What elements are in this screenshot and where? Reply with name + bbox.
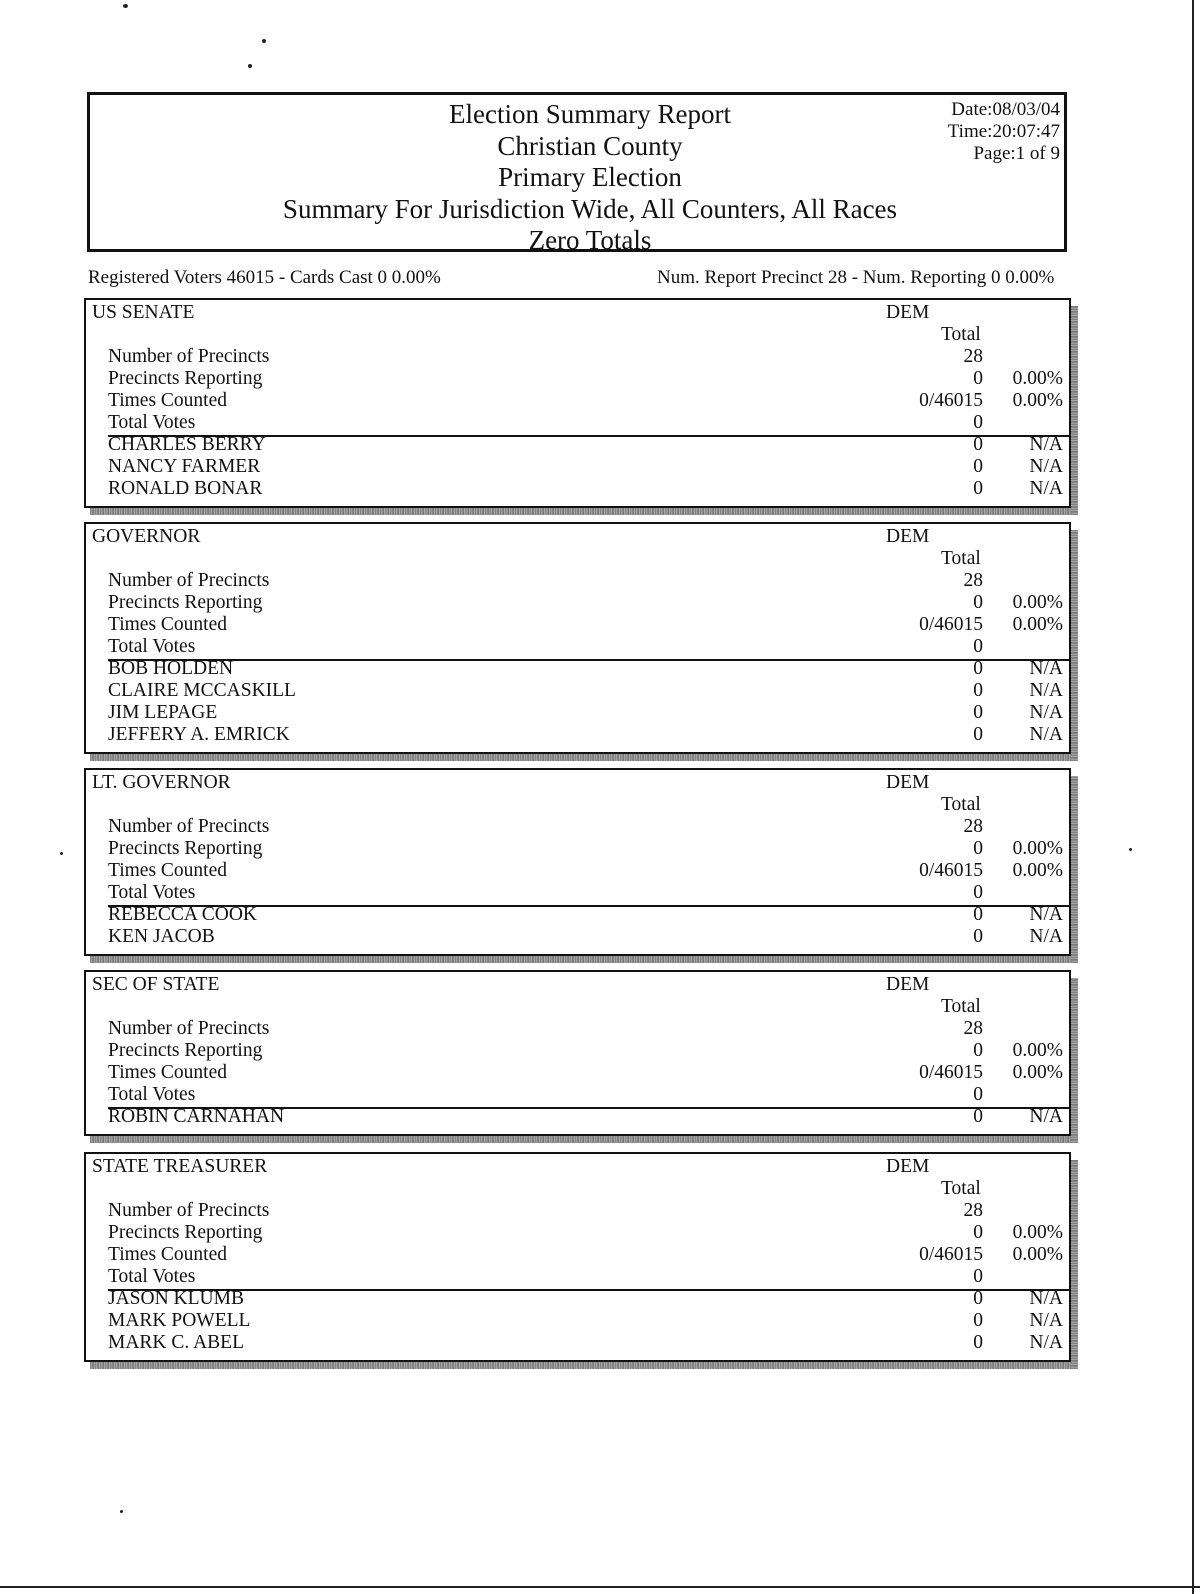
race-box	[84, 768, 1071, 956]
page-number: Page:1 of 9	[973, 143, 1060, 164]
candidate-percent: N/A	[1029, 1106, 1063, 1127]
party-label: DEM	[886, 1156, 930, 1177]
candidate-percent: N/A	[1029, 1332, 1063, 1353]
candidate-percent: N/A	[1029, 456, 1063, 477]
stat-value: 28	[963, 816, 983, 837]
stat-label: Total Votes	[108, 412, 196, 433]
race-title: GOVERNOR	[92, 526, 201, 547]
stat-row	[108, 860, 1063, 882]
total-column-header: Total	[941, 996, 981, 1017]
stat-value: 0	[973, 1040, 983, 1061]
report-meta	[948, 99, 1060, 165]
stat-label: Times Counted	[108, 1244, 228, 1265]
stat-value: 0	[973, 1222, 983, 1243]
stat-label: Total Votes	[108, 882, 196, 903]
stat-percent: 0.00%	[1012, 838, 1063, 859]
stat-label: Times Counted	[108, 614, 228, 635]
candidate-row	[108, 1310, 1063, 1332]
stat-value: 0	[973, 636, 983, 657]
stat-label: Number of Precincts	[108, 1018, 270, 1039]
stat-row	[108, 346, 1063, 368]
stat-row	[108, 412, 1063, 434]
stat-value: 0/46015	[919, 1244, 983, 1265]
stat-row	[108, 882, 1063, 904]
scan-speck	[60, 852, 63, 855]
candidate-row	[108, 456, 1063, 478]
candidate-votes: 0	[973, 702, 983, 723]
stat-row	[108, 570, 1063, 592]
stat-value: 28	[963, 346, 983, 367]
stat-row	[108, 1266, 1063, 1288]
candidate-percent: N/A	[1029, 680, 1063, 701]
registered-voters-summary: Registered Voters 46015 - Cards Cast 0 0.00%	[88, 267, 441, 288]
party-label: DEM	[886, 526, 930, 547]
scan-speck	[120, 1510, 123, 1513]
stat-row	[108, 838, 1063, 860]
candidate-row	[108, 702, 1063, 724]
page-edge	[0, 1586, 1200, 1588]
stat-value: 0	[973, 412, 983, 433]
stat-label: Precincts Reporting	[108, 1040, 263, 1061]
candidate-row	[108, 1332, 1063, 1354]
stat-label: Total Votes	[108, 636, 196, 657]
candidate-name: MARK C. ABEL	[108, 1332, 244, 1353]
total-column-header: Total	[941, 548, 981, 569]
stat-value: 0/46015	[919, 860, 983, 881]
stat-label: Number of Precincts	[108, 570, 270, 591]
stat-value: 0	[973, 838, 983, 859]
candidate-row	[108, 1288, 1063, 1310]
stat-label: Precincts Reporting	[108, 838, 263, 859]
race-title: LT. GOVERNOR	[92, 772, 231, 793]
stat-percent: 0.00%	[1012, 1244, 1063, 1265]
candidate-votes: 0	[973, 1288, 983, 1309]
candidate-name: MARK POWELL	[108, 1310, 251, 1331]
race-title: US SENATE	[92, 302, 195, 323]
race-title: SEC OF STATE	[92, 974, 220, 995]
scan-speck	[262, 39, 266, 43]
stat-row	[108, 614, 1063, 636]
candidate-percent: N/A	[1029, 702, 1063, 723]
stat-percent: 0.00%	[1012, 614, 1063, 635]
stat-percent: 0.00%	[1012, 860, 1063, 881]
stat-label: Times Counted	[108, 860, 228, 881]
stat-value: 0/46015	[919, 1062, 983, 1083]
title-line: Christian County	[497, 130, 683, 161]
candidate-votes: 0	[973, 658, 983, 679]
precinct-report-summary: Num. Report Precinct 28 - Num. Reporting 0 0.00%	[657, 267, 1055, 288]
scan-speck	[248, 64, 252, 68]
stat-percent: 0.00%	[1012, 592, 1063, 613]
race-box	[84, 970, 1071, 1136]
stat-row	[108, 1062, 1063, 1084]
candidate-percent: N/A	[1029, 926, 1063, 947]
stat-value: 0	[973, 1084, 983, 1105]
candidate-votes: 0	[973, 1332, 983, 1353]
candidate-percent: N/A	[1029, 1288, 1063, 1309]
candidate-name: CLAIRE MCCASKILL	[108, 680, 296, 701]
candidate-votes: 0	[973, 926, 983, 947]
stat-percent: 0.00%	[1012, 368, 1063, 389]
candidate-name: ROBIN CARNAHAN	[108, 1106, 285, 1127]
stat-percent: 0.00%	[1012, 1040, 1063, 1061]
candidate-row	[108, 680, 1063, 702]
report-time: Time:20:07:47	[947, 121, 1060, 142]
candidate-row	[108, 904, 1063, 926]
candidate-votes: 0	[973, 904, 983, 925]
race-title: STATE TREASURER	[92, 1156, 268, 1177]
party-label: DEM	[886, 302, 930, 323]
candidate-votes: 0	[973, 680, 983, 701]
candidate-votes: 0	[973, 1106, 983, 1127]
stat-row	[108, 1222, 1063, 1244]
stat-label: Precincts Reporting	[108, 592, 263, 613]
candidate-votes: 0	[973, 456, 983, 477]
race-box	[84, 1152, 1071, 1362]
candidate-votes: 0	[973, 1310, 983, 1331]
candidate-name: JASON KLUMB	[108, 1288, 244, 1309]
candidate-name: CHARLES BERRY	[108, 434, 266, 455]
title-line: Election Summary Report	[449, 99, 731, 129]
stat-value: 0/46015	[919, 614, 983, 635]
candidate-row	[108, 724, 1063, 746]
stat-row	[108, 1018, 1063, 1040]
candidate-name: NANCY FARMER	[108, 456, 261, 477]
candidate-percent: N/A	[1029, 658, 1063, 679]
candidate-name: BOB HOLDEN	[108, 658, 234, 679]
stat-value: 0	[973, 368, 983, 389]
stat-label: Number of Precincts	[108, 1200, 270, 1221]
stat-value: 28	[963, 1018, 983, 1039]
stat-value: 28	[963, 1200, 983, 1221]
stat-row	[108, 368, 1063, 390]
candidate-row	[108, 658, 1063, 680]
stat-row	[108, 1244, 1063, 1266]
stat-label: Times Counted	[108, 1062, 228, 1083]
stat-value: 0	[973, 882, 983, 903]
stat-row	[108, 592, 1063, 614]
candidate-name: KEN JACOB	[108, 926, 215, 947]
title-line: Zero Totals	[528, 225, 652, 255]
stat-value: 28	[963, 570, 983, 591]
candidate-percent: N/A	[1029, 724, 1063, 745]
page-edge	[1192, 0, 1194, 1594]
party-label: DEM	[886, 974, 930, 995]
stat-row	[108, 636, 1063, 658]
stat-label: Number of Precincts	[108, 346, 270, 367]
candidate-percent: N/A	[1029, 904, 1063, 925]
party-label: DEM	[886, 772, 930, 793]
stat-percent: 0.00%	[1012, 1222, 1063, 1243]
candidate-row	[108, 434, 1063, 456]
stat-label: Total Votes	[108, 1084, 196, 1105]
stat-row	[108, 1040, 1063, 1062]
scan-speck	[123, 4, 128, 8]
race-box	[84, 298, 1071, 508]
stat-row	[108, 390, 1063, 412]
candidate-name: JIM LEPAGE	[108, 702, 218, 723]
title-line: Primary Election	[498, 162, 682, 192]
candidate-row	[108, 926, 1063, 948]
candidate-row	[108, 1106, 1063, 1128]
stat-label: Times Counted	[108, 390, 228, 411]
report-header	[87, 92, 1067, 255]
stat-row	[108, 1084, 1063, 1106]
report-date: Date:08/03/04	[951, 99, 1060, 120]
stat-row	[108, 1200, 1063, 1222]
report-title	[90, 99, 1090, 257]
total-column-header: Total	[941, 324, 981, 345]
candidate-name: JEFFERY A. EMRICK	[108, 724, 290, 745]
stat-row	[108, 816, 1063, 838]
candidate-votes: 0	[973, 724, 983, 745]
stat-value: 0/46015	[919, 390, 983, 411]
total-column-header: Total	[941, 794, 981, 815]
candidate-name: REBECCA COOK	[108, 904, 257, 925]
candidate-percent: N/A	[1029, 1310, 1063, 1331]
candidate-percent: N/A	[1029, 478, 1063, 499]
candidate-votes: 0	[973, 478, 983, 499]
scan-speck	[1129, 848, 1132, 851]
stat-percent: 0.00%	[1012, 390, 1063, 411]
candidate-row	[108, 478, 1063, 500]
stat-label: Precincts Reporting	[108, 368, 263, 389]
candidate-percent: N/A	[1029, 434, 1063, 455]
stat-value: 0	[973, 1266, 983, 1287]
stat-label: Number of Precincts	[108, 816, 270, 837]
total-column-header: Total	[941, 1178, 981, 1199]
candidate-name: RONALD BONAR	[108, 478, 263, 499]
stat-percent: 0.00%	[1012, 1062, 1063, 1083]
race-box	[84, 522, 1071, 754]
stat-value: 0	[973, 592, 983, 613]
stat-label: Total Votes	[108, 1266, 196, 1287]
stat-label: Precincts Reporting	[108, 1222, 263, 1243]
title-line: Summary For Jurisdiction Wide, All Counters, All Races	[282, 193, 898, 224]
candidate-votes: 0	[973, 434, 983, 455]
